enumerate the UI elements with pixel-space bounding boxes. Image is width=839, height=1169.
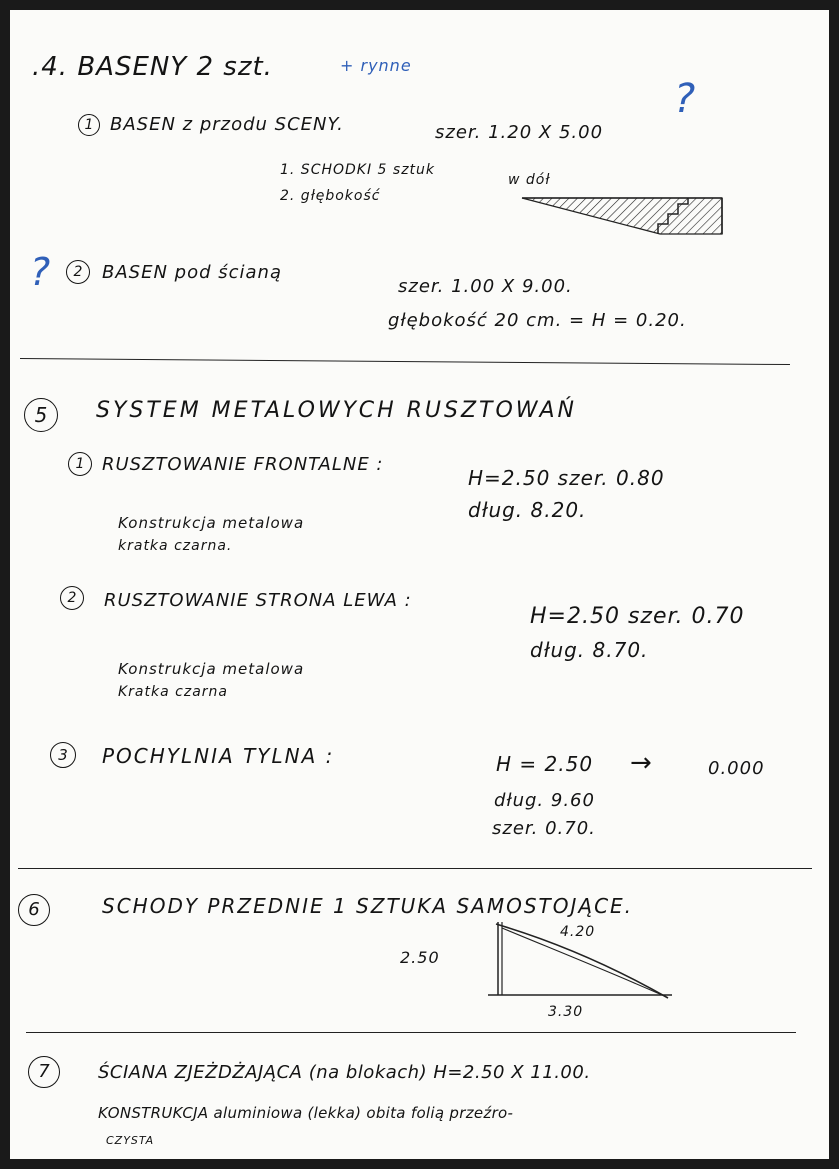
item-4-2-question: ? [30,250,52,294]
ramp-arrow-icon: → [630,748,653,778]
stairs-height-label: 2.50 [400,948,440,967]
item-5-3-title: POCHYLNIA TYLNA : [102,744,335,768]
stairs-sketch [10,10,829,1159]
item-5-2-height: H=2.50 szer. 0.70 [530,604,745,629]
section-5-number: 5 [24,398,58,432]
item-5-1-note2: kratka czarna. [118,538,233,554]
item-4-1-line2: 2. głębokość [280,188,381,204]
item-4-1-dims: szer. 1.20 X 5.00 [435,122,604,143]
item-5-3-length: dług. 9.60 [494,790,595,811]
section-6-number: 6 [18,894,50,926]
item-5-2-length: dług. 8.70. [530,638,649,662]
item-4-1-line1: 1. SCHODKI 5 sztuk [280,162,436,178]
item-5-3-number: 3 [50,742,76,768]
item-5-1-title: RUSZTOWANIE FRONTALNE : [102,454,384,475]
pool-sketch-label: w dół [508,172,551,188]
section-7-line1: KONSTRUKCJA aluminiowa (lekka) obita folią przeźro- [98,1104,514,1122]
item-5-3-width: szer. 0.70. [492,818,596,839]
item-5-3-height: H = 2.50 [496,752,594,776]
item-5-3-height-end: 0.000 [708,758,765,779]
item-4-1-question: ? [674,76,697,122]
item-4-2-depth: głębokość 20 cm. = H = 0.20. [388,310,687,331]
section-7-title: ŚCIANA ZJEŻDŻAJĄCA (na blokach) H=2.50 X 11.00. [98,1062,591,1083]
item-5-2-note2: Kratka czarna [118,684,228,700]
stairs-base-label: 3.30 [548,1004,584,1020]
divider-6-7 [26,1032,796,1033]
item-5-2-number: 2 [60,586,84,610]
section-7-number: 7 [28,1056,60,1088]
stairs-slope-label: 4.20 [560,924,596,940]
section-7-line2: CZYSTA [106,1134,155,1147]
section-4-heading: .4. BASENY 2 szt. [32,52,273,82]
item-4-1-number: 1 [78,114,100,136]
item-5-1-number: 1 [68,452,92,476]
item-5-2-title: RUSZTOWANIE STRONA LEWA : [104,590,412,611]
item-4-2-dims: szer. 1.00 X 9.00. [398,276,573,297]
section-6-title: SCHODY PRZEDNIE 1 SZTUKA SAMOSTOJĄCE. [102,894,634,918]
handwritten-page [10,10,829,1159]
item-4-1-title: BASEN z przodu SCENY. [110,114,344,135]
section-5-title: SYSTEM METALOWYCH RUSZTOWAŃ [96,398,577,423]
section-4-note: + rynne [340,56,412,75]
item-4-2-title: BASEN pod ścianą [102,262,282,283]
item-5-1-height: H=2.50 szer. 0.80 [468,466,665,490]
item-4-2-number: 2 [66,260,90,284]
item-5-1-length: dług. 8.20. [468,498,587,522]
item-5-2-note1: Konstrukcja metalowa [118,660,305,678]
item-5-1-note1: Konstrukcja metalowa [118,514,305,532]
